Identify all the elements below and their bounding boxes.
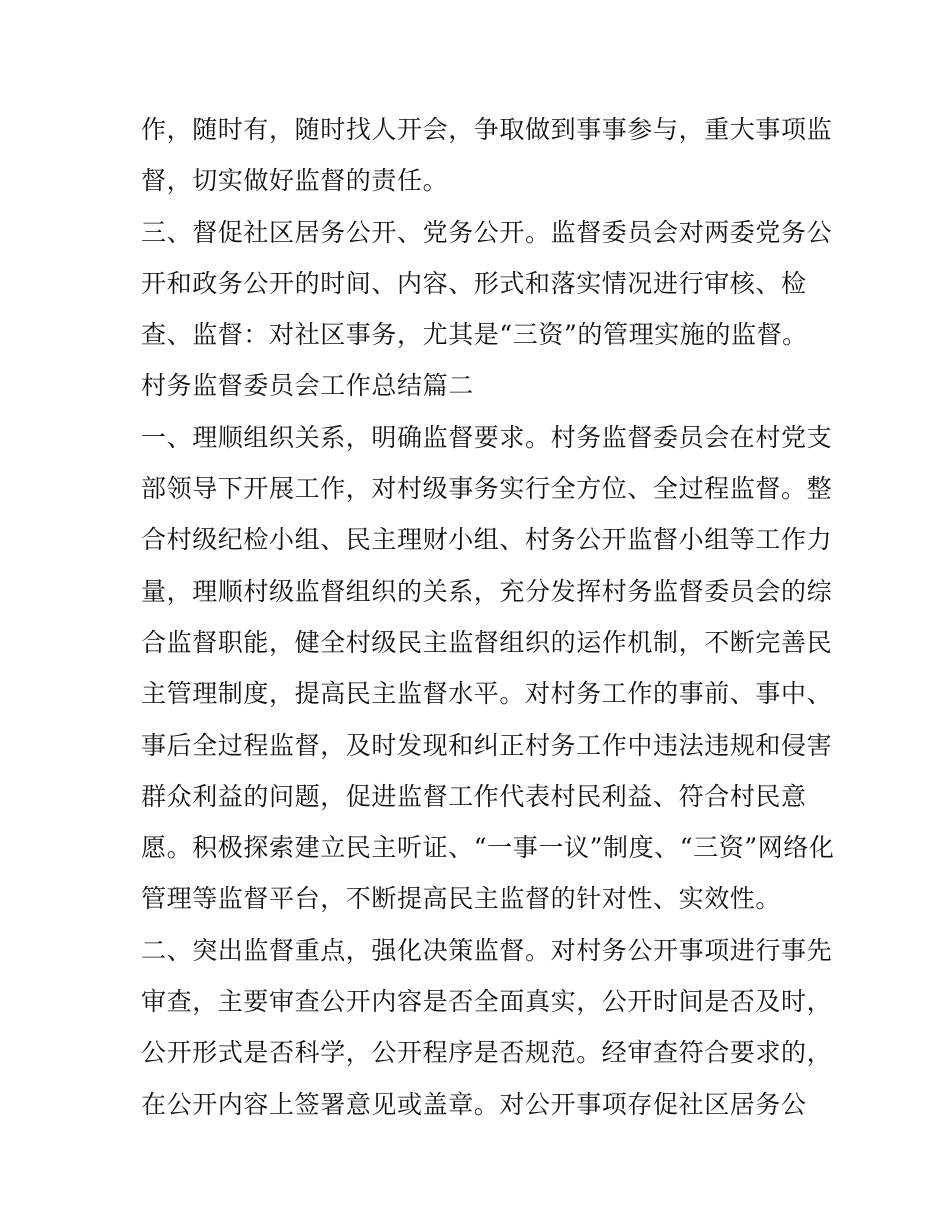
text-line: 部领导下开展工作，对村级事务实行全方位、全过程监督。整 [141, 474, 833, 504]
text-line: 开和政务公开的时间、内容、形式和落实情况进行审核、检 [141, 268, 807, 298]
text-line: 群众利益的问题，促进监督工作代表村民利益、符合村民意 [141, 781, 807, 811]
text-line: 一、理顺组织关系，明确监督要求。村务监督委员会在村党支 [141, 422, 833, 452]
text-line: 合监督职能，健全村级民主监督组织的运作机制，不断完善民 [141, 627, 833, 657]
text-line: 二、突出监督重点，强化决策监督。对村务公开事项进行事先 [141, 935, 833, 965]
text-line: 合村级纪检小组、民主理财小组、村务公开监督小组等工作力 [141, 525, 833, 555]
text-line: 主管理制度，提高民主监督水平。对村务工作的事前、事中、 [141, 679, 833, 709]
text-line: 管理等监督平台，不断提高民主监督的针对性、实效性。 [141, 884, 782, 914]
text-line: 愿。积极探索建立民主听证、“一事一议”制度、“三资”网络化 [141, 833, 835, 863]
text-line: 事后全过程监督，及时发现和纠正村务工作中违法违规和侵害 [141, 730, 833, 760]
body-text [141, 104, 835, 1130]
section-heading: 村务监督委员会工作总结篇二 [141, 371, 474, 401]
text-line: 三、督促社区居务公开、党务公开。监督委员会对两委党务公 [141, 217, 833, 247]
text-line: 督，切实做好监督的责任。 [141, 166, 449, 196]
text-line: 作，随时有，随时找人开会，争取做到事事参与，重大事项监 [141, 115, 833, 144]
text-line: 在公开内容上签署意见或盖章。对公开事项存促社区居务公 [141, 1089, 807, 1119]
text-line: 量，理顺村级监督组织的关系，充分发挥村务监督委员会的综 [141, 576, 833, 606]
text-line: 审查，主要审查公开内容是否全面真实，公开时间是否及时， [141, 987, 833, 1017]
text-line: 查、监督：对社区事务，尤其是“三资”的管理实施的监督。 [141, 320, 808, 350]
text-line: 公开形式是否科学，公开程序是否规范。经审查符合要求的， [141, 1038, 833, 1068]
